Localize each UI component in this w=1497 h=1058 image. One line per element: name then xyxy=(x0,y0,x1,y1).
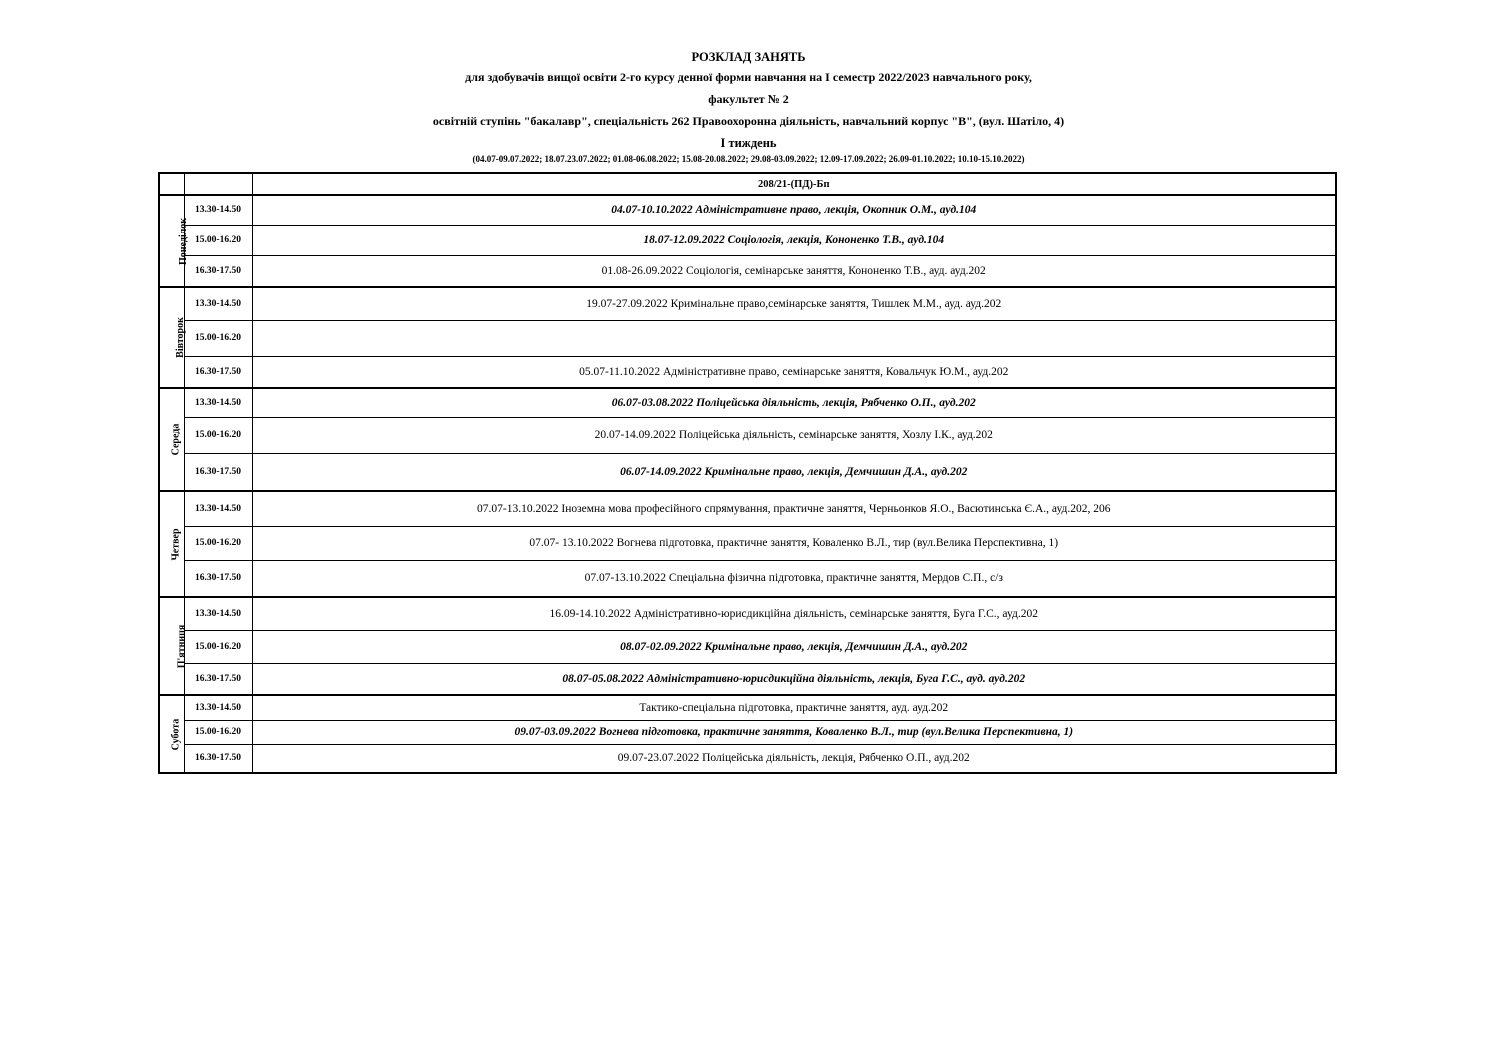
lesson-time: 13.30-14.50 xyxy=(184,287,252,320)
lesson-time: 16.30-17.50 xyxy=(184,744,252,773)
lesson-time: 13.30-14.50 xyxy=(184,195,252,225)
lesson-description: Тактико-спеціальна підготовка, практичне заняття, ауд. ауд.202 xyxy=(252,695,1336,720)
lesson-description: 09.07-23.07.2022 Поліцейська діяльність, лекція, Рябченко О.П., ауд.202 xyxy=(252,744,1336,773)
week-dates: (04.07-09.07.2022; 18.07.23.07.2022; 01.08-06.08.2022; 15.08-20.08.2022; 29.08-03.09.2022; 12.09-17.09.2022; 26.09-01.10.2022; 10.10-15.10.2022) xyxy=(472,154,1025,164)
degree-line: освітній ступінь "бакалавр", спеціальність 262 Правоохоронна діяльність, навчальний корпус "В", (вул. Шатіло, 4) xyxy=(432,114,1065,128)
group-header-row xyxy=(159,173,1336,195)
lesson-time: 15.00-16.20 xyxy=(184,417,252,453)
lesson-time: 15.00-16.20 xyxy=(184,526,252,560)
lesson-row xyxy=(159,526,1336,560)
lesson-row xyxy=(159,225,1336,255)
lesson-description: 04.07-10.10.2022 Адміністративне право, лекція, Окопник О.М., ауд.104 xyxy=(252,195,1336,225)
time-header-cell xyxy=(184,173,252,195)
lesson-row xyxy=(159,630,1336,663)
lesson-description: 20.07-14.09.2022 Поліцейська діяльність, семінарське заняття, Хозлу І.К., ауд.202 xyxy=(252,417,1336,453)
day-name: Субота xyxy=(170,718,182,750)
lesson-description xyxy=(252,320,1336,356)
lesson-time: 16.30-17.50 xyxy=(184,453,252,491)
lesson-row xyxy=(159,356,1336,388)
lesson-row xyxy=(159,663,1336,695)
day-name-cell xyxy=(159,695,184,773)
audience-line: для здобувачів вищої освіти 2-го курсу денної форми навчання на І семестр 2022/2023 навчального року, xyxy=(465,70,1032,84)
lesson-row xyxy=(159,255,1336,287)
day-name-cell xyxy=(159,597,188,695)
lesson-description: 08.07-02.09.2022 Кримінальне право, лекція, Демчишин Д.А., ауд.202 xyxy=(252,630,1336,663)
lesson-row xyxy=(159,388,1336,417)
lesson-description: 07.07-13.10.2022 Іноземна мова професійного спрямування, практичне заняття, Черньонков Я.О., Васютинська Є.А., ауд.202, 206 xyxy=(252,491,1336,526)
lesson-description: 06.07-14.09.2022 Кримінальне право, лекція, Демчишин Д.А., ауд.202 xyxy=(252,453,1336,491)
day-name: П'ятниця xyxy=(176,624,188,668)
lesson-description: 01.08-26.09.2022 Соціологія, семінарське заняття, Кононенко Т.В., ауд. ауд.202 xyxy=(252,255,1336,287)
lesson-time: 16.30-17.50 xyxy=(184,663,252,695)
day-name: Понеділок xyxy=(178,217,190,265)
lesson-row xyxy=(159,720,1336,744)
schedule-table xyxy=(158,172,1337,774)
lesson-time: 15.00-16.20 xyxy=(184,720,252,744)
group-name: 208/21-(ПД)-Бп xyxy=(252,173,1336,195)
lesson-row xyxy=(159,560,1336,597)
lesson-row xyxy=(159,453,1336,491)
day-name-cell xyxy=(159,491,184,597)
lesson-description: 18.07-12.09.2022 Соціологія, лекція, Кононенко Т.В., ауд.104 xyxy=(252,225,1336,255)
lesson-time: 16.30-17.50 xyxy=(184,356,252,388)
lesson-row xyxy=(159,597,1336,630)
lesson-row xyxy=(159,417,1336,453)
lesson-row xyxy=(159,287,1336,320)
day-header-cell xyxy=(159,173,184,195)
lesson-time: 13.30-14.50 xyxy=(184,597,252,630)
day-name-cell xyxy=(159,195,190,287)
day-name: Четвер xyxy=(170,527,182,561)
day-name-cell xyxy=(159,287,184,388)
lesson-row xyxy=(159,744,1336,773)
day-name: Середа xyxy=(170,423,182,456)
lesson-time: 15.00-16.20 xyxy=(184,630,252,663)
lesson-time: 13.30-14.50 xyxy=(184,388,252,417)
lesson-row xyxy=(159,491,1336,526)
lesson-description: 05.07-11.10.2022 Адміністративне право, семінарське заняття, Ковальчук Ю.М., ауд.202 xyxy=(252,356,1336,388)
lesson-description: 07.07- 13.10.2022 Вогнева підготовка, практичне заняття, Коваленко В.Л., тир (вул.Велика Перспективна, 1) xyxy=(252,526,1336,560)
lesson-description: 16.09-14.10.2022 Адміністративно-юрисдикційна діяльність, семінарське заняття, Буга Г.С., ауд.202 xyxy=(252,597,1336,630)
lesson-time: 13.30-14.50 xyxy=(184,491,252,526)
lesson-time: 13.30-14.50 xyxy=(184,695,252,720)
lesson-description: 09.07-03.09.2022 Вогнева підготовка, практичне заняття, Коваленко В.Л., тир (вул.Велика Перспективна, 1) xyxy=(252,720,1336,744)
day-name-cell xyxy=(159,388,184,491)
lesson-time: 16.30-17.50 xyxy=(184,560,252,597)
faculty-line: факультет № 2 xyxy=(708,92,789,106)
lesson-description: 19.07-27.09.2022 Кримінальне право,семінарське заняття, Тишлек М.М., ауд. ауд.202 xyxy=(252,287,1336,320)
lesson-time: 15.00-16.20 xyxy=(184,225,252,255)
lesson-description: 06.07-03.08.2022 Поліцейська діяльність, лекція, Рябченко О.П., ауд.202 xyxy=(252,388,1336,417)
week-label: І тиждень xyxy=(720,136,777,150)
lesson-row xyxy=(159,195,1336,225)
lesson-row xyxy=(159,320,1336,356)
document-title: РОЗКЛАД ЗАНЯТЬ xyxy=(691,50,806,64)
day-name: Вівторок xyxy=(174,317,186,358)
document-header xyxy=(0,50,1497,165)
lesson-description: 07.07-13.10.2022 Спеціальна фізична підготовка, практичне заняття, Мердов С.П., с/з xyxy=(252,560,1336,597)
lesson-time: 15.00-16.20 xyxy=(184,320,252,356)
lesson-time: 16.30-17.50 xyxy=(184,255,252,287)
lesson-row xyxy=(159,695,1336,720)
lesson-description: 08.07-05.08.2022 Адміністративно-юрисдикційна діяльність, лекція, Буга Г.С., ауд. ауд.202 xyxy=(252,663,1336,695)
